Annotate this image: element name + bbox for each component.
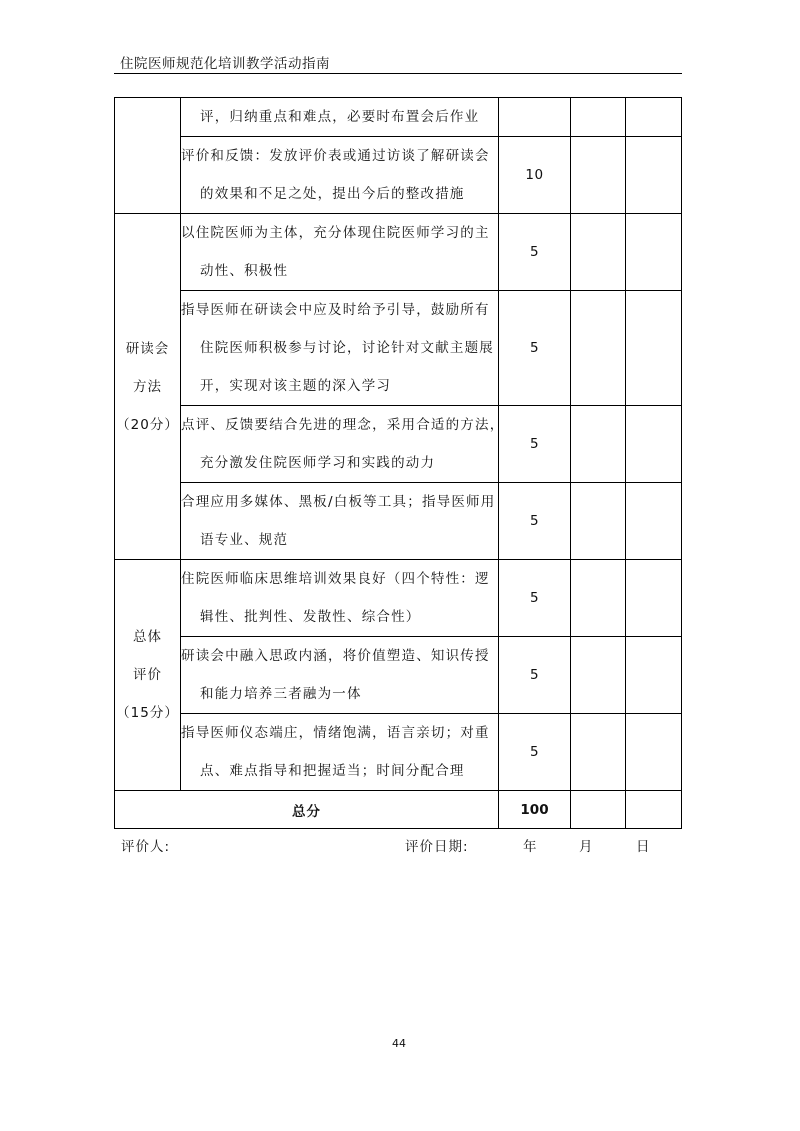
total-row: [115, 791, 682, 829]
blank-cell: [571, 791, 626, 829]
blank-cell: [626, 483, 682, 560]
score-cell: 5: [499, 483, 571, 560]
score-cell: 5: [499, 214, 571, 291]
criterion-text: 以住院医师为主体，充分体现住院医师学习的主: [181, 225, 490, 241]
criterion-cell: [181, 637, 499, 714]
blank-cell: [626, 791, 682, 829]
table-row: [115, 560, 682, 637]
category-points: （20分）: [116, 416, 179, 433]
score-cell: 5: [499, 714, 571, 791]
criterion-text: 开，实现对该主题的深入学习: [200, 378, 392, 394]
table-row: [115, 637, 682, 714]
score-cell: 5: [499, 406, 571, 483]
blank-cell: [626, 637, 682, 714]
blank-cell: [571, 137, 626, 214]
page-number: 44: [392, 1037, 406, 1050]
criterion-text: 评价和反馈：发放评价表或通过访谈了解研读会: [181, 148, 490, 164]
criterion-text: 点、难点指导和把握适当；时间分配合理: [200, 763, 465, 779]
criterion-cell: [181, 137, 499, 214]
criterion-text: 的效果和不足之处，提出今后的整改措施: [200, 186, 465, 202]
criterion-text: 动性、积极性: [200, 263, 289, 279]
criterion-text: 评，归纳重点和难点，必要时布置会后作业: [200, 109, 480, 125]
criterion-text: 充分激发住院医师学习和实践的动力: [200, 455, 436, 471]
category-name: 方法: [133, 378, 162, 395]
criterion-text: 住院医师临床思维培训效果良好（四个特性：逻: [181, 571, 490, 587]
criterion-text: 和能力培养三者融为一体: [200, 686, 362, 702]
blank-cell: [571, 560, 626, 637]
total-label: 总分: [115, 791, 499, 829]
evaluator-label: 评价人:: [121, 839, 171, 855]
criterion-text: 点评、反馈要结合先进的理念，采用合适的方法，: [181, 417, 505, 433]
blank-cell: [626, 406, 682, 483]
criterion-cell: [181, 560, 499, 637]
category-name: 总体: [133, 629, 162, 645]
criterion-text: 指导医师仪态端庄，情绪饱满，语言亲切；对重: [181, 725, 490, 741]
blank-cell: [626, 98, 682, 137]
score-cell: 5: [499, 560, 571, 637]
table-row: [115, 98, 682, 137]
evaluation-table: [114, 97, 682, 829]
category-overall: [115, 560, 181, 791]
criterion-cell: [181, 214, 499, 291]
criterion-cell: [181, 714, 499, 791]
criterion-text: 辑性、批判性、发散性、综合性）: [200, 609, 421, 625]
running-header: 住院医师规范化培训教学活动指南: [120, 56, 330, 72]
category-cell-continued: [115, 98, 181, 214]
criterion-text: 住院医师积极参与讨论，讨论针对文献主题展: [200, 340, 494, 356]
blank-cell: [626, 214, 682, 291]
day-label: 日: [636, 839, 651, 855]
blank-cell: [571, 291, 626, 406]
criterion-text: 研读会中融入思政内涵，将价值塑造、知识传授: [181, 648, 490, 664]
category-name: 研读会: [125, 340, 170, 357]
total-score: 100: [499, 791, 571, 829]
score-cell: 10: [499, 137, 571, 214]
blank-cell: [626, 291, 682, 406]
criterion-cell: [181, 406, 505, 483]
date-label: 评价日期:: [405, 839, 469, 855]
criterion-cell: [181, 291, 499, 406]
blank-cell: [626, 560, 682, 637]
header-rule: [114, 73, 682, 74]
category-method: [115, 214, 181, 560]
year-label: 年: [523, 839, 538, 855]
blank-cell: [571, 214, 626, 291]
table-row: [115, 291, 682, 406]
blank-cell: [571, 637, 626, 714]
table-row: [115, 714, 682, 791]
criterion-text: 语专业、规范: [200, 532, 289, 548]
blank-cell: [571, 406, 626, 483]
score-cell: [499, 98, 571, 137]
table-row: [115, 483, 682, 560]
criterion-text: 合理应用多媒体、黑板/白板等工具；指导医师用: [181, 494, 496, 510]
table-row: [115, 406, 682, 483]
category-points: （15分）: [116, 705, 179, 721]
score-cell: 5: [499, 637, 571, 714]
blank-cell: [571, 714, 626, 791]
blank-cell: [626, 714, 682, 791]
criterion-cell: [181, 98, 499, 137]
criterion-text: 指导医师在研读会中应及时给予引导，鼓励所有: [181, 302, 490, 318]
category-name: 评价: [133, 667, 162, 683]
blank-cell: [571, 483, 626, 560]
score-cell: 5: [499, 291, 571, 406]
blank-cell: [626, 137, 682, 214]
table-row: [115, 214, 682, 291]
criterion-cell: [181, 483, 499, 560]
table-row: [115, 137, 682, 214]
month-label: 月: [579, 839, 594, 855]
blank-cell: [571, 98, 626, 137]
